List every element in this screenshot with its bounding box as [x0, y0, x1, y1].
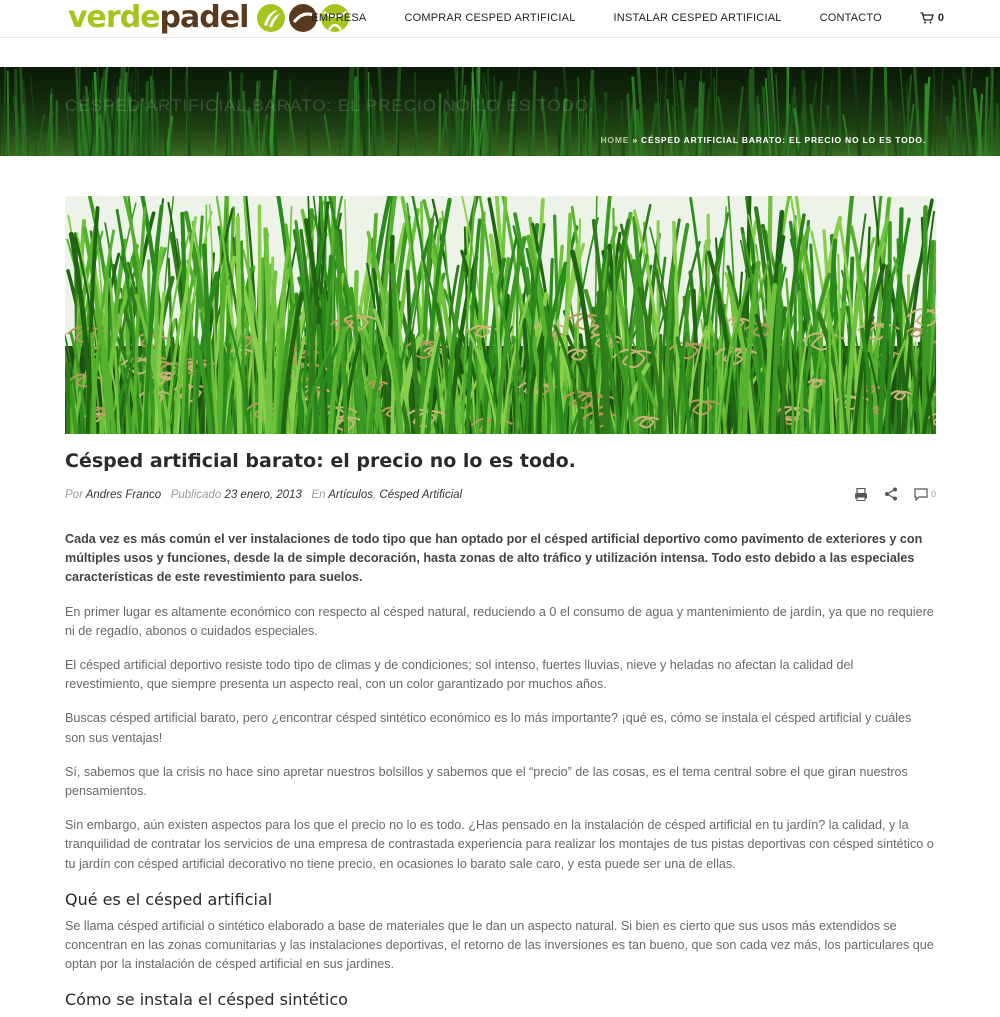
shopping-cart-icon	[920, 12, 934, 24]
paragraph: Sin embargo, aún existen aspectos para los que el precio no lo es todo. ¿Has pensado en la instalación de césped artificial en tu jardín? la calidad, y la tranquilidad de contratar los servicios de una empresa de contrastada experiencia para realizar los montajes de tus pistas deportivas con césped sintético o tu jardín con césped artificial decorativo no tiene precio, en ocasiones lo barato sale caro, y esta puede ser una de ellas.	[65, 818, 934, 871]
paragraph: El césped artificial deportivo resiste todo tipo de climas y de condiciones; sol intenso, fuertes lluvias, nieve y heladas no afectan la calidad del revestimiento, que siempre presenta un aspecto real, con un color garantizado por muchos años.	[65, 658, 854, 692]
nav-item-empresa[interactable]: EMPRESA	[311, 12, 367, 24]
meta-in-label: En	[311, 489, 326, 501]
paragraph: Se llama césped artificial o sintético elaborado a base de materiales que le dan un aspecto natural. Si bien es cierto que sus usos más extendidos se concentran en las zonas comunitarias y las instalaciones deportivas, el retorno de las inversiones es tan bueno, que son cada vez más, los particulares que optan por la instalación de césped artificial en sus jardines.	[65, 918, 934, 972]
comment-icon	[914, 488, 928, 501]
nav-item-contacto[interactable]: CONTACTO	[819, 12, 882, 24]
cart-count: 0	[937, 12, 944, 24]
nav-item-instalar[interactable]: INSTALAR CESPED ARTIFICIAL	[613, 12, 782, 24]
paragraph: Sí, sabemos que la crisis no hace sino apretar nuestros bolsillos y sabemos que el “precio” de las cosas, es el tema central sobre el que giran nuestros pensamientos.	[65, 764, 908, 799]
post-title: Césped artificial barato: el precio no lo es todo.	[65, 450, 576, 472]
share-icon	[884, 487, 898, 501]
breadcrumb-separator: »	[629, 135, 642, 145]
cart-button[interactable]	[920, 12, 944, 24]
padel-racket-green-icon	[256, 3, 286, 33]
paragraph: En primer lugar es altamente económico con respecto al césped natural, reduciendo a 0 el consumo de agua y mantenimiento de jardín, ya que no requiere ni de regadío, abonos o cuidados especiales.	[65, 604, 934, 638]
breadcrumb-home-link[interactable]: HOME	[600, 135, 630, 145]
author-link[interactable]: Andres Franco	[85, 489, 162, 501]
featured-image	[65, 196, 936, 434]
page-title-banner	[0, 67, 1000, 156]
nav-item-comprar[interactable]: COMPRAR CESPED ARTIFICIAL	[404, 12, 576, 24]
post-actions	[838, 487, 936, 501]
category-separator: ,	[373, 489, 380, 501]
site-logo[interactable]	[68, 0, 350, 36]
category-link-articulos[interactable]: Artículos	[328, 489, 374, 501]
share-button[interactable]	[884, 487, 898, 501]
print-icon	[854, 488, 868, 501]
date-link[interactable]: 23 enero, 2013	[224, 489, 302, 501]
site-header	[0, 0, 1000, 38]
breadcrumb	[600, 135, 926, 145]
lead-paragraph: Cada vez es más común el ver instalaciones de todo tipo que han optado por el césped artificial deportivo como pavimento de exteriores y con múltiples usos y funciones, desde la de simple decoración, hasta zonas de alto tráfico y utilización intensa. Todo esto debido a las especiales características de este revestimiento para suelos.	[65, 532, 923, 585]
paragraph: Buscas césped artificial barato, pero ¿encontrar césped sintético económico es lo más importante? ¡qué es, cómo se instala el césped artificial y cuáles son sus ventajas!	[65, 711, 912, 745]
banner-title: CÉSPED ARTIFICIAL BARATO: EL PRECIO NO LO ES TODO.	[65, 96, 595, 115]
comments-button[interactable]	[914, 488, 936, 501]
artificial-grass-photo	[65, 196, 936, 434]
main-nav	[311, 0, 944, 36]
section-heading: Cómo se instala el césped sintético	[65, 990, 348, 1010]
section-heading: Qué es el césped artificial	[65, 889, 273, 909]
post-meta	[65, 489, 462, 501]
post-content	[65, 530, 935, 1017]
breadcrumb-current: CÉSPED ARTIFICIAL BARATO: EL PRECIO NO LO ES TODO.	[641, 135, 926, 145]
category-link-cesped[interactable]: Césped Artificial	[379, 489, 463, 501]
print-button[interactable]	[854, 488, 868, 501]
meta-by-label: Por	[65, 489, 83, 501]
meta-published-label: Publicado	[170, 489, 222, 501]
logo-wordmark	[68, 0, 248, 36]
logo-verde-text: verde	[68, 0, 160, 35]
comment-count: 0	[930, 489, 936, 499]
logo-padel-text: padel	[159, 0, 249, 35]
